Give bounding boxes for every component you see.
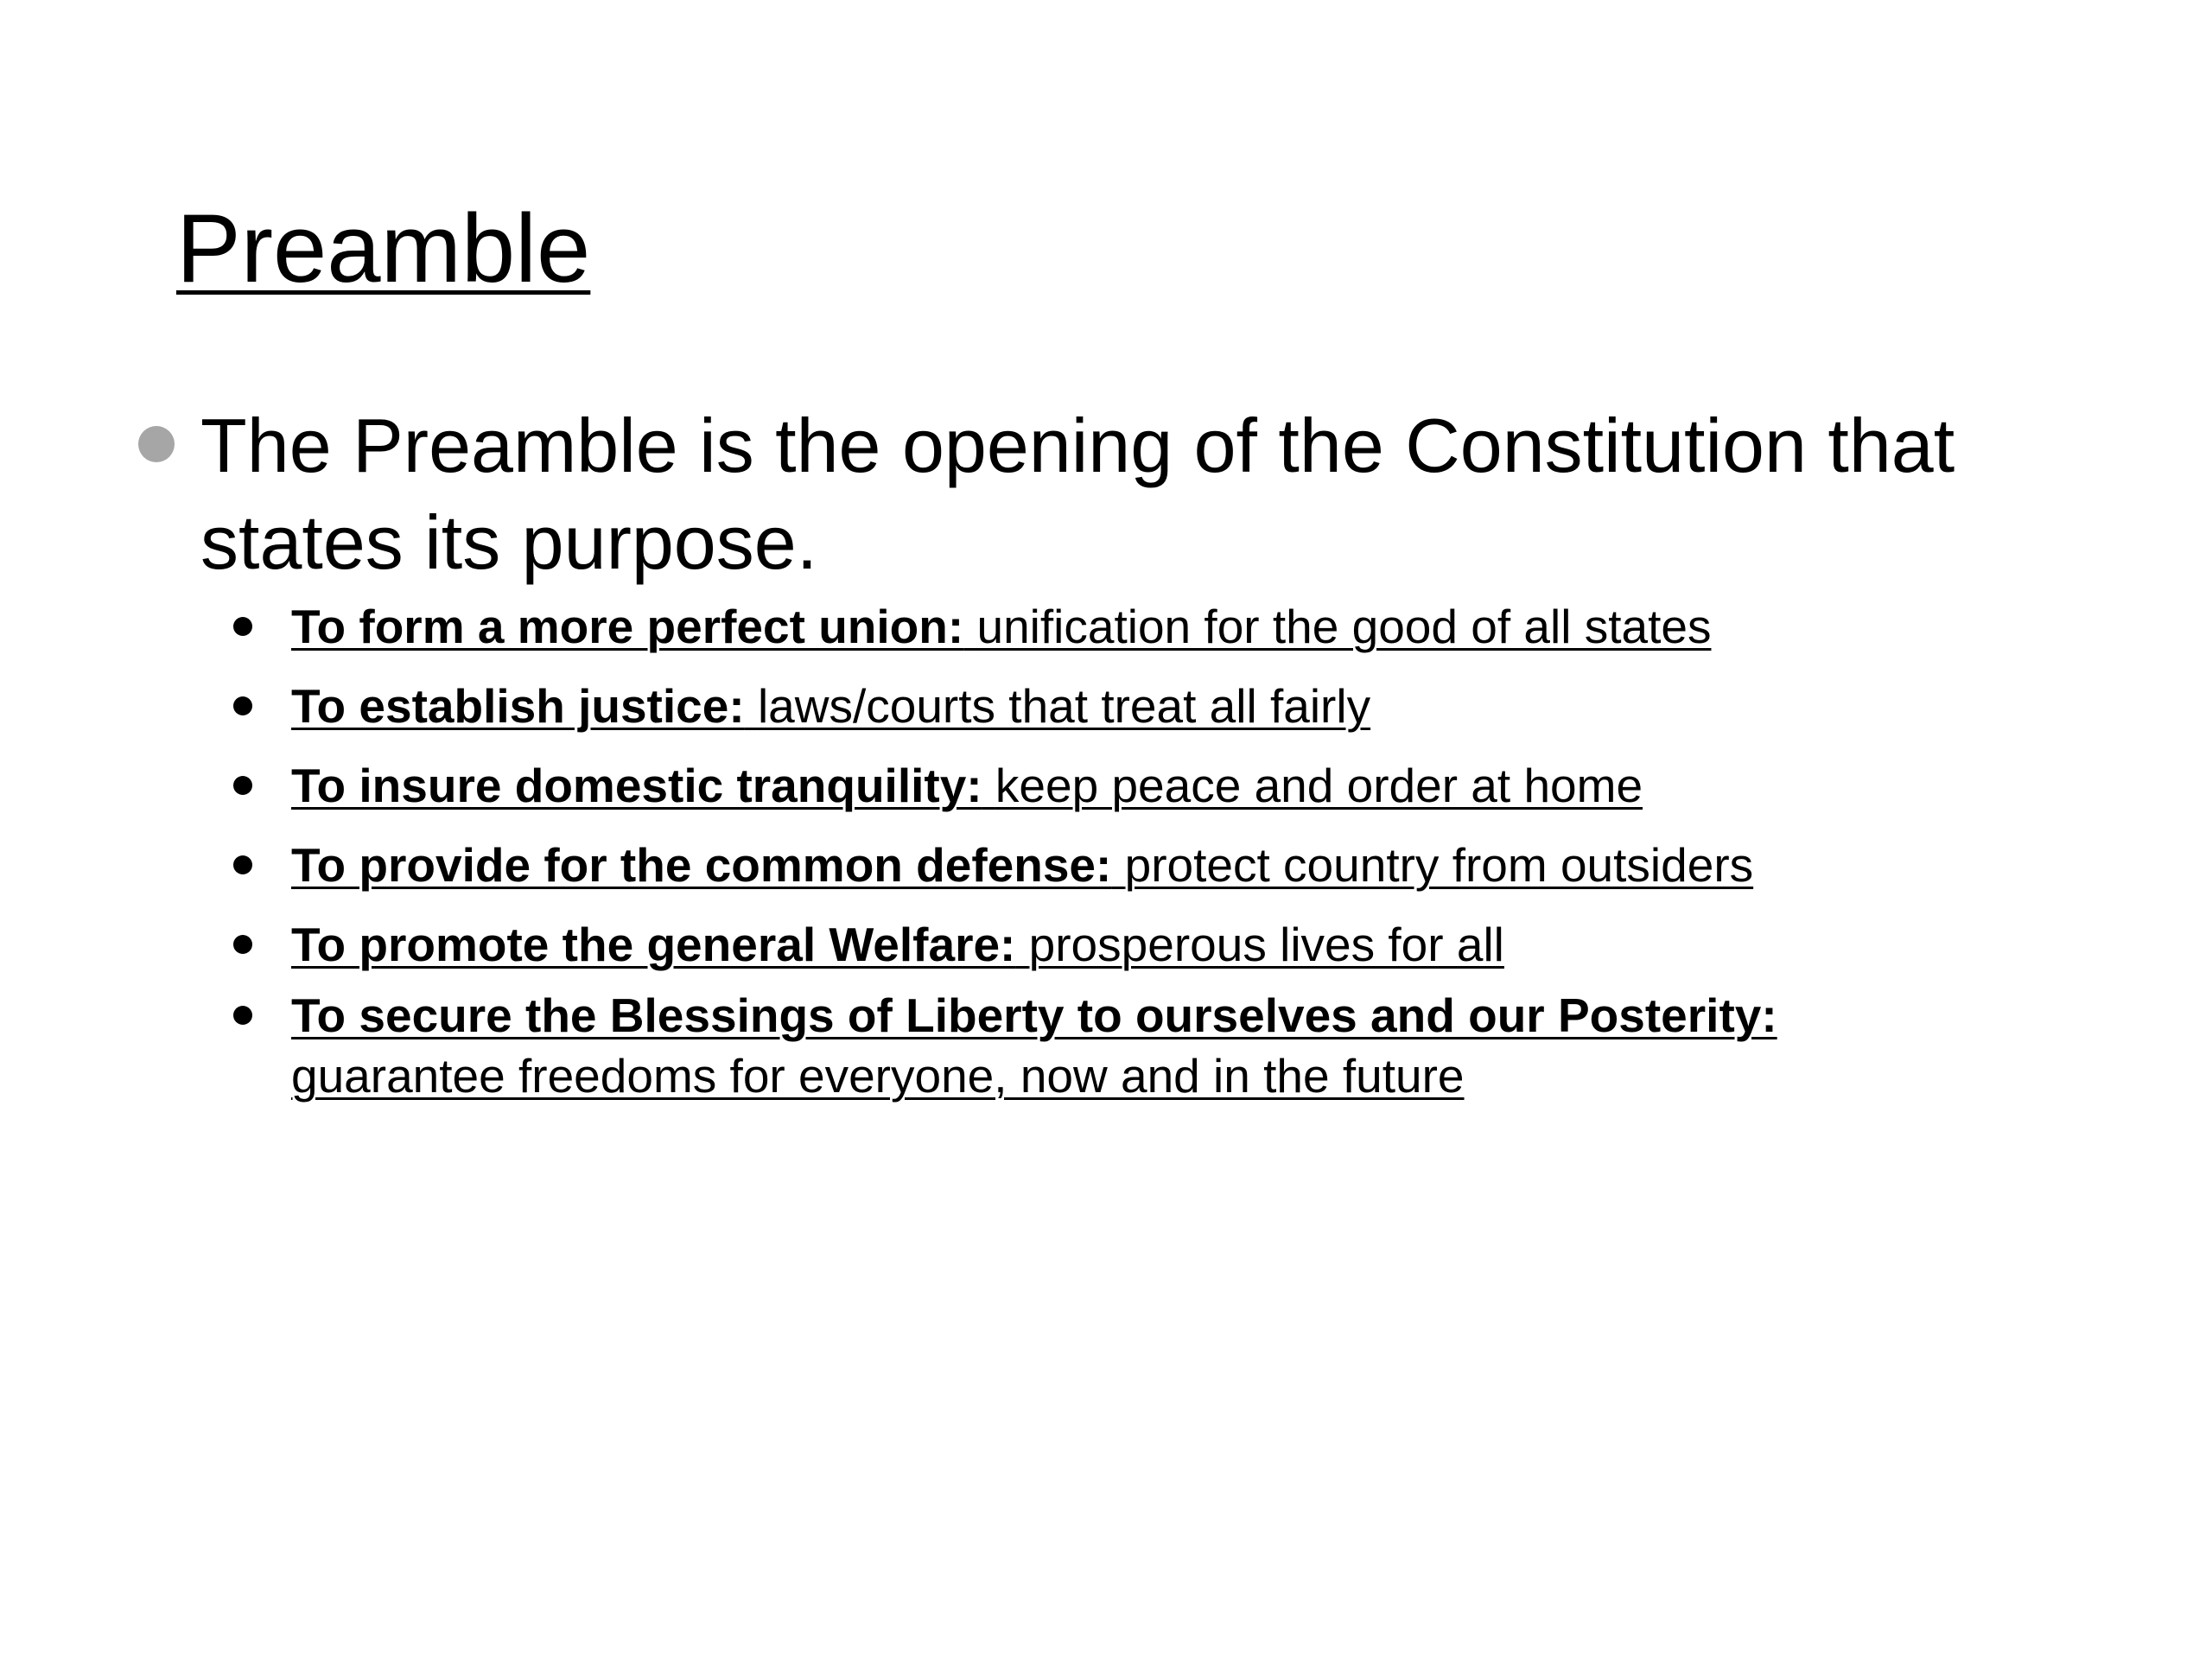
purpose-meaning: keep peace and order at home <box>995 759 1643 812</box>
slide-title: Preamble <box>176 194 591 302</box>
purpose-term: To form a more perfect union: <box>291 600 964 653</box>
bullet-icon <box>233 855 252 874</box>
bullet-icon <box>233 617 252 636</box>
purpose-meaning: laws/courts that treat all fairly <box>757 679 1371 733</box>
list-item <box>233 755 2100 816</box>
list-item <box>233 835 2100 895</box>
list-item <box>233 914 2100 975</box>
main-bullet-text: The Preamble is the opening of the Constitution that states its purpose. <box>200 403 1955 585</box>
purpose-list <box>233 596 2100 1106</box>
bullet-icon <box>233 696 252 715</box>
list-item <box>233 676 2100 736</box>
purpose-meaning: guarantee freedoms for everyone, now and in the future <box>291 1049 1465 1103</box>
bullet-icon <box>233 935 252 954</box>
list-item <box>233 985 2100 1106</box>
bullet-icon <box>233 776 252 795</box>
purpose-term: To promote the general Welfare: <box>291 918 1016 971</box>
purpose-meaning: unification for the good of all states <box>976 600 1712 653</box>
bullet-icon <box>233 1006 252 1025</box>
purpose-term: To insure domestic tranquility: <box>291 759 982 812</box>
gray-bullet-icon <box>138 426 175 462</box>
purpose-meaning: protect country from outsiders <box>1124 838 1754 892</box>
purpose-term: To provide for the common defense: <box>291 838 1112 892</box>
purpose-term: To secure the Blessings of Liberty to ourselves and our Posterity: <box>291 988 1777 1042</box>
purpose-term: To establish justice: <box>291 679 745 733</box>
purpose-meaning: prosperous lives for all <box>1028 918 1504 971</box>
list-item <box>233 596 2100 657</box>
